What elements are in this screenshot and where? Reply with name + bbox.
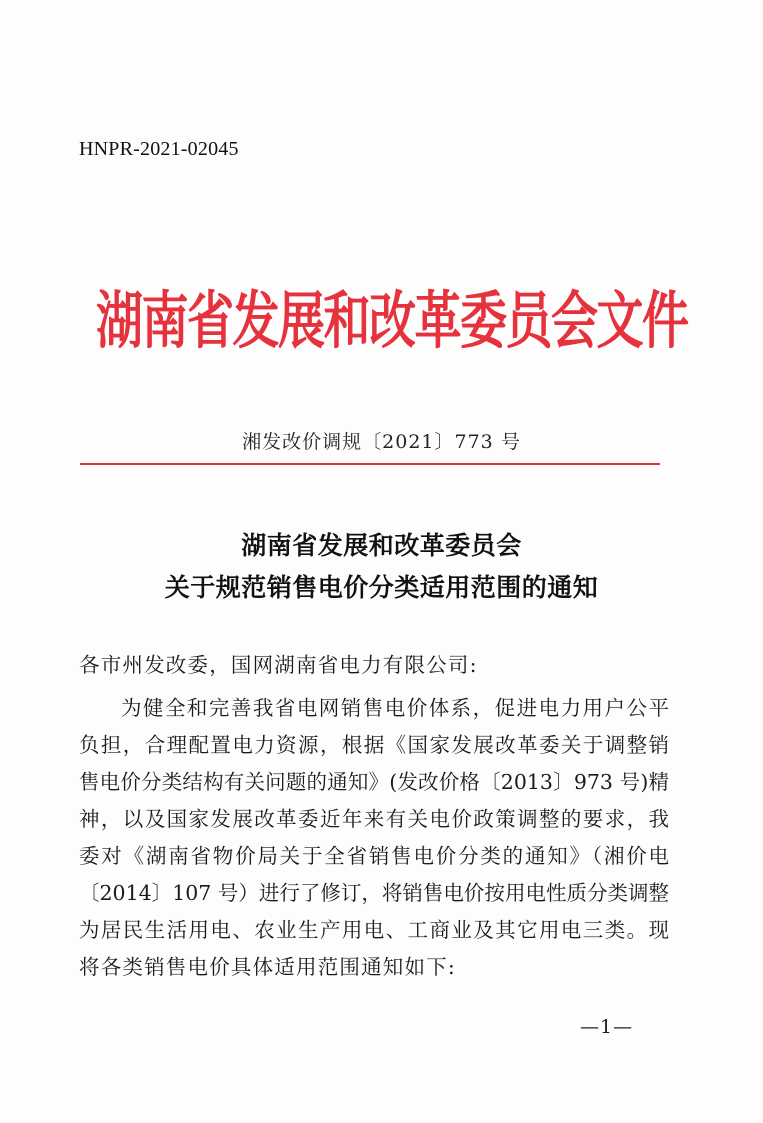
- body-line: 将各类销售电价具体适用范围通知如下:: [79, 955, 457, 979]
- body-line: 为健全和完善我省电网销售电价体系，促进电力用户公平: [121, 696, 669, 720]
- notice-title-line-2: 关于规范销售电价分类适用范围的通知: [164, 573, 599, 602]
- reference-number: 湘发改价调规〔2021〕773 号: [242, 431, 521, 453]
- red-divider-line: [80, 463, 660, 465]
- document-code: HNPR-2021-02045: [79, 138, 239, 160]
- masthead-title: 湖南省发展和改革委员会文件: [96, 285, 688, 358]
- notice-title-line-1: 湖南省发展和改革委员会: [241, 531, 522, 560]
- notice-title: [0, 525, 763, 609]
- body-line: 神，以及国家发展改革委近年来有关电价政策调整的要求，我: [79, 807, 669, 831]
- salutation: 各市州发改委，国网湖南省电力有限公司:: [79, 653, 478, 677]
- body-line: 〔2014〕107 号）进行了修订，将销售电价按用电性质分类调整: [79, 881, 669, 905]
- body-line: 委对《湖南省物价局关于全省销售电价分类的通知》（湘价电: [79, 844, 669, 868]
- page-number: —1—: [580, 1016, 634, 1038]
- body-line: 为居民生活用电、农业生产用电、工商业及其它用电三类。现: [79, 918, 669, 942]
- body-line: 售电价分类结构有关问题的通知》(发改价格〔2013〕973 号)精: [79, 770, 669, 794]
- body-line: 负担，合理配置电力资源，根据《国家发展改革委关于调整销: [79, 733, 669, 757]
- body-paragraph: [79, 690, 669, 986]
